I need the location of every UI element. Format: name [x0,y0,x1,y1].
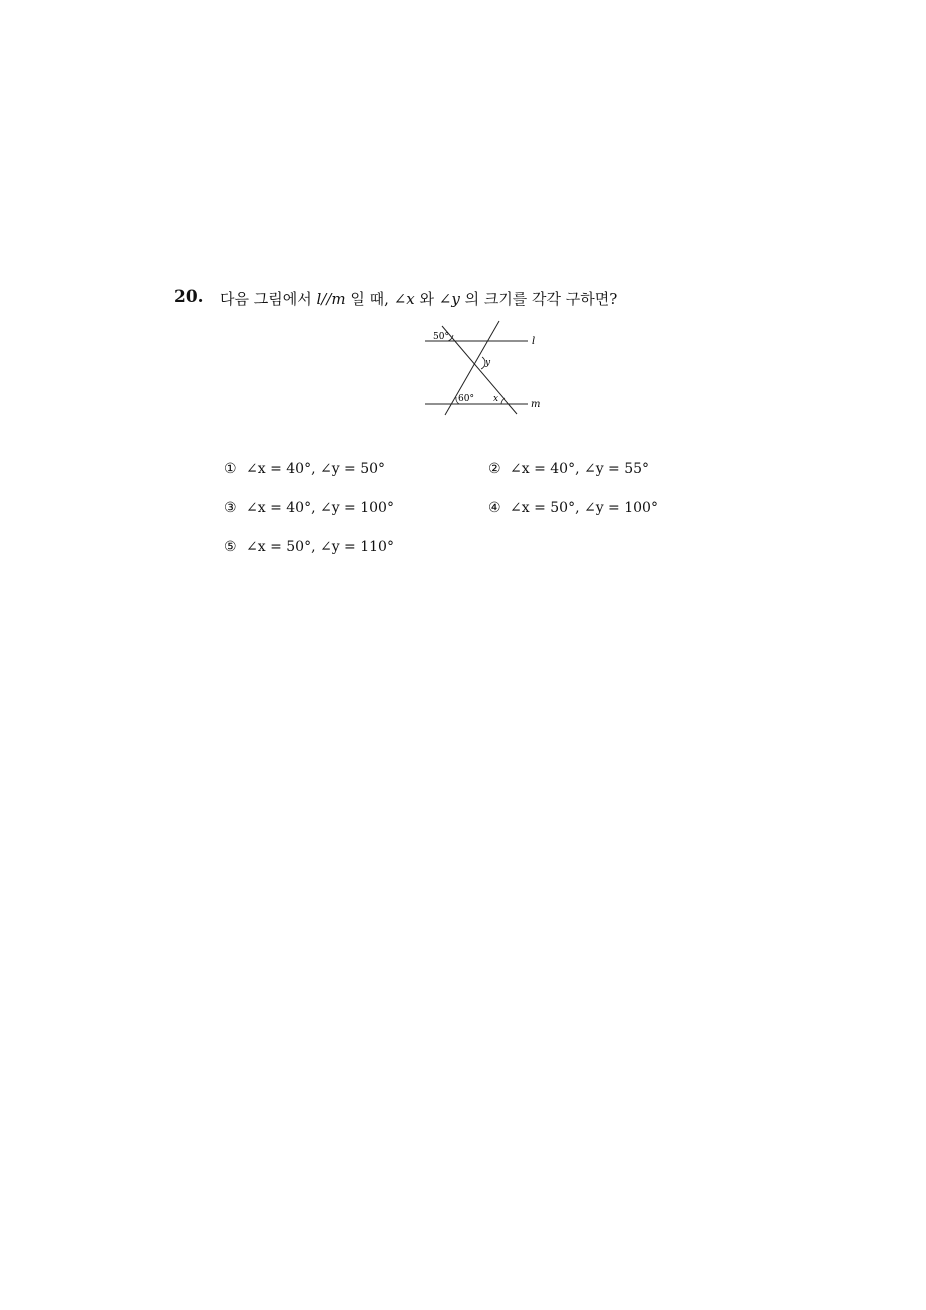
choice-4-number: ④ [488,500,501,516]
label-m: m [531,399,541,410]
choice-5-expression: ∠x = 50°, ∠y = 110° [246,539,394,555]
label-y: y [485,358,491,368]
choice-1-number: ① [224,461,237,477]
choice-4[interactable] [488,500,658,516]
question-text [220,288,617,309]
choice-3-number: ③ [224,500,237,516]
question-text-suffix: 의 크기를 각각 구하면? [459,290,618,308]
label-50: 50° [433,332,449,342]
question-text-prefix: 다음 그림에서 [220,290,317,308]
choice-3[interactable] [224,500,394,516]
choice-3-expression: ∠x = 40°, ∠y = 100° [246,500,394,516]
question-number: 20. [174,287,204,307]
choice-5-number: ⑤ [224,539,237,555]
question-text-mid2: 와 [414,290,439,308]
choice-1-expression: ∠x = 40°, ∠y = 50° [246,461,386,477]
choice-1[interactable] [224,461,385,477]
choice-2[interactable] [488,461,649,477]
label-60: 60° [458,394,474,404]
label-x: x [493,394,499,404]
question-math-parallel: l//m [316,290,346,308]
question-text-mid1: 일 때, [345,290,394,308]
parallel-lines-figure [420,318,550,418]
question-math-angle-x: ∠x [393,290,415,308]
choice-4-expression: ∠x = 50°, ∠y = 100° [510,500,658,516]
label-l: l [532,336,536,347]
choice-5[interactable] [224,539,394,555]
question-math-angle-y: ∠y [438,290,460,308]
choice-2-expression: ∠x = 40°, ∠y = 55° [510,461,650,477]
choice-2-number: ② [488,461,501,477]
